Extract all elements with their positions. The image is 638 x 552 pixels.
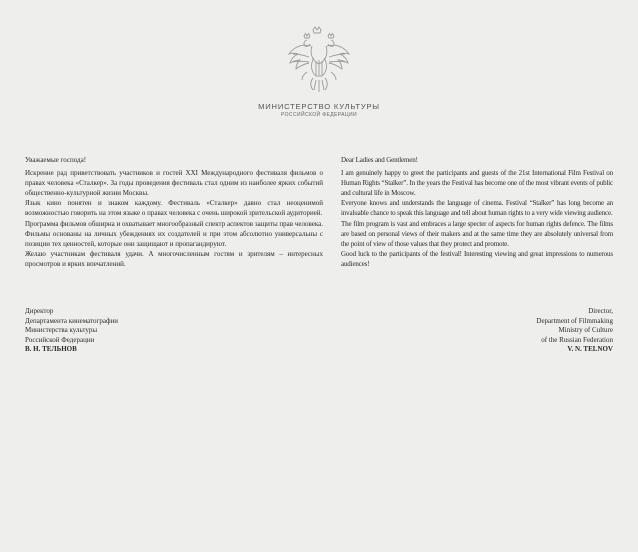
ministry-subtitle: РОССИЙСКОЙ ФЕДЕРАЦИИ [281,112,357,118]
signatory-name: В. Н. ТЕЛЬНОВ [25,345,77,354]
signature-line: Department of Filmmaking [536,316,613,325]
english-signature-block [353,307,613,355]
signature-line: Российской Федерации [25,335,95,344]
english-paragraph: Good luck to the participants of the festival! Interesting viewing and great impressions to numerous audiences! [341,249,613,268]
ministry-title: МИНИСТЕРСТВО КУЛЬТУРЫ [258,102,380,111]
english-paragraph: Everyone knows and understands the language of cinema. Festival “Stalker” has long become an invaluable chance to speak this language and tell about human rights to a very wide viewing audience. [341,199,613,218]
russian-paragraph: Искренне рад приветствовать участников и гостей XXI Международного фестиваля фильмов о правах человека «Сталкер». За годы проведения фестиваль стал одним из наиболее ярких событий общественно-культурной жизни Москвы. [25,169,323,198]
english-paragraph: I am genuinely happy to greet the participants and guests of the 21st International Film Festival on Human Rights “Stalker”. In the years the Festival has become one of the most vibrant events of public and cultural life in Moscow. [341,169,613,198]
russian-paragraph: Программа фильмов обширна и охватывает многообразный спектр аспектов защиты прав человека. Фильмы основаны на личных убеждениях их создателей и при этом абсолютно универсальны с позиции тех ценностей, которые они защищают и пропагандируют. [25,219,323,248]
signature-line: Департамента кинематографии [25,316,119,325]
russian-signature-block [25,307,285,355]
english-letter-column [341,155,613,269]
signature-line: Директор [25,307,54,315]
english-greeting: Dear Ladies and Gentlemen! [341,156,418,164]
signature-line: Director, [588,307,613,315]
signatory-name: V. N. TELNOV [567,345,613,354]
signature-line: of the Russian Federation [541,335,613,344]
russian-paragraph: Язык кино понятен и знаком каждому. Фестиваль «Сталкер» давно стал неоценимой возможностью говорить на этом языке о правах человека с очень широкой зрительской аудиторией. [25,199,323,218]
english-paragraph: The film program is vast and embraces a large specter of aspects for human rights defence. The films are based on personal views of their makers and at the same time they are absolutely universal from the point of view of those values that they protect and promote. [341,219,613,248]
russian-greeting: Уважаемые господа! [25,156,87,164]
russian-paragraph: Желаю участникам фестиваля удачи. А многочисленным гостям и зрителям – интересных просмотров и ярких впечатлений. [25,249,323,268]
signature-line: Министерства культуры [25,326,98,335]
russian-letter-column [25,155,323,269]
double-headed-eagle-lyre-emblem-icon [283,24,355,100]
signature-line: Ministry of Culture [558,326,613,335]
